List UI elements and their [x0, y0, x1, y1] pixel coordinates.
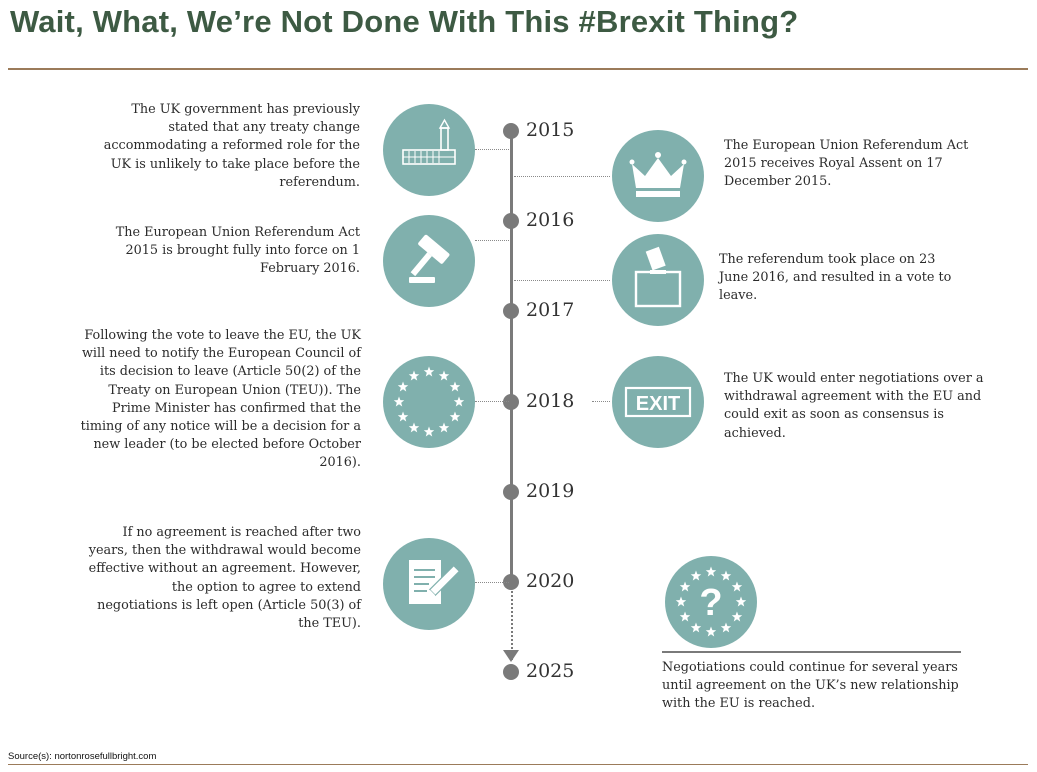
year-label: 2025: [526, 660, 575, 682]
timeline-dotted-extension: [511, 584, 513, 660]
event-article50-notice: Following the vote to leave the EU, the UK will need to notify the European Council of its decision to leave (Article 50(2) of the Treaty on European Union (TEU)). The Prime Minister has confirmed that the timing of any notice will be a decision for a new leader (to be elected before October 2016).: [80, 328, 361, 471]
eu-star-icon: [721, 571, 731, 581]
eu-star-icon: [398, 382, 408, 392]
page-title: Wait, What, We’re Not Done With This #Brexit Thing?: [10, 4, 799, 39]
eu-stars-icon: [383, 356, 475, 448]
note-divider: [662, 651, 961, 653]
eu-question-icon: [665, 556, 757, 648]
source-note: Source(s): nortonrosefullbright.com: [8, 751, 157, 762]
connector: [475, 401, 509, 402]
year-label: 2016: [526, 209, 575, 231]
document-pen-icon: [383, 538, 475, 630]
question-mark: ?: [699, 582, 723, 624]
timeline-node-2019: [503, 484, 519, 500]
year-label: 2020: [526, 570, 575, 592]
year-label: 2015: [526, 119, 575, 141]
eu-star-icon: [736, 597, 746, 607]
eu-star-icon: [732, 582, 742, 592]
event-continue: Negotiations could continue for several years until agreement on the UK’s new relationship with the EU is reached.: [662, 660, 959, 712]
timeline-node-2017: [503, 303, 519, 319]
exit-sign-text: EXIT: [635, 393, 681, 415]
event-royal-assent: The European Union Referendum Act 2015 receives Royal Assent on 17 December 2015.: [724, 138, 969, 190]
timeline-node-2015: [503, 123, 519, 139]
eu-star-icon: [450, 382, 460, 392]
eu-star-icon: [706, 567, 716, 577]
timeline-node-2018: [503, 394, 519, 410]
event-act-in-force: The European Union Referendum Act 2015 is brought fully into force on 1 February 2016.: [115, 225, 360, 277]
event-treaty-change: The UK government has previously stated that any treaty change accommodating a reformed role for the UK is unlikely to take place before the referendum.: [103, 102, 360, 190]
connector: [475, 582, 509, 583]
timeline-node-2025: [503, 664, 519, 680]
title-divider: [8, 68, 1028, 70]
timeline-arrow-icon: [503, 650, 519, 662]
eu-star-icon: [706, 627, 716, 637]
connector: [514, 280, 610, 281]
event-referendum: The referendum took place on 23 June 2016, and resulted in a vote to leave.: [719, 252, 952, 304]
eu-star-icon: [680, 612, 690, 622]
connector: [592, 401, 610, 402]
year-label: 2017: [526, 299, 575, 321]
eu-star-icon: [680, 582, 690, 592]
connector: [514, 176, 610, 177]
eu-star-icon: [439, 422, 449, 432]
eu-star-icon: [691, 571, 701, 581]
eu-star-icon: [398, 412, 408, 422]
event-negotiations: The UK would enter negotiations over a withdrawal agreement with the EU and could exit as soon as consensus is achieved.: [724, 371, 984, 441]
eu-star-icon: [424, 367, 434, 377]
gavel-icon: [383, 215, 475, 307]
exit-sign-icon: [612, 356, 704, 448]
connector: [475, 240, 509, 241]
eu-star-icon: [409, 371, 419, 381]
timeline-node-2016: [503, 213, 519, 229]
year-label: 2018: [526, 390, 575, 412]
connector: [475, 149, 509, 150]
eu-star-icon: [394, 397, 404, 407]
eu-star-icon: [409, 422, 419, 432]
crown-icon: [612, 130, 704, 222]
eu-star-icon: [439, 371, 449, 381]
eu-star-icon: [732, 612, 742, 622]
parliament-icon: [383, 104, 475, 196]
eu-star-icon: [424, 427, 434, 437]
eu-star-icon: [454, 397, 464, 407]
eu-star-icon: [450, 412, 460, 422]
footer-divider: [8, 764, 1028, 765]
ballot-box-icon: [612, 234, 704, 326]
eu-star-icon: [676, 597, 686, 607]
event-no-agreement: If no agreement is reached after two years, then the withdrawal would become effective without an agreement. However, the option to agree to extend negotiations is left open (Article 50(3) of the TEU).: [88, 525, 361, 632]
year-label: 2019: [526, 480, 575, 502]
timeline-axis: [510, 130, 513, 582]
